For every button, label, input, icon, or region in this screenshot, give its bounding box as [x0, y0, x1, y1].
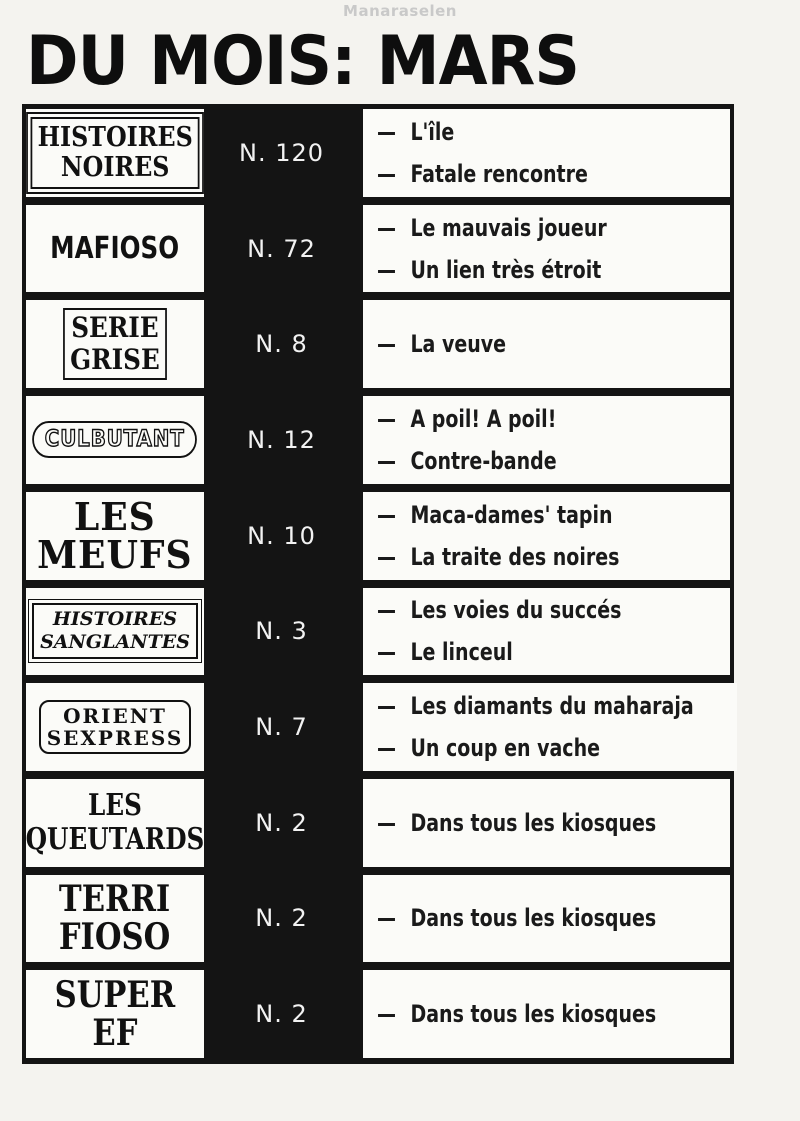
- story-list: [363, 970, 730, 1058]
- dash: —: [377, 404, 397, 433]
- dash: —: [377, 734, 397, 763]
- story-title-line: [377, 501, 688, 529]
- dash: —: [377, 638, 397, 667]
- story-list: [363, 683, 737, 771]
- issue-number: N. 7: [204, 683, 359, 771]
- table-row: [26, 396, 730, 484]
- story-title: La veuve: [410, 330, 507, 359]
- logo-mafioso: [50, 231, 179, 266]
- dash: —: [377, 596, 397, 625]
- story-title: A poil! A poil!: [410, 404, 557, 433]
- logo-histoires-noires: [30, 117, 199, 189]
- story-list: [363, 492, 730, 580]
- issue-number: N. 72: [204, 205, 359, 293]
- issue-number: N. 2: [204, 970, 359, 1058]
- issue-number: N. 2: [204, 779, 359, 867]
- logo-line: LES: [74, 493, 156, 539]
- dash: —: [377, 500, 397, 529]
- dash: —: [377, 159, 397, 188]
- story-title-line: [377, 256, 688, 284]
- magazine-logo: [26, 588, 204, 676]
- story-title: L'île: [410, 117, 455, 146]
- story-title-line: [377, 596, 688, 624]
- story-title-line: [377, 405, 688, 433]
- magazine-logo: [26, 300, 204, 388]
- story-list: [363, 588, 730, 676]
- issue-number: N. 120: [204, 109, 359, 197]
- logo-line: LES: [88, 787, 142, 823]
- story-list: [363, 779, 730, 867]
- page-title: DU MOIS: MARS: [26, 22, 579, 101]
- story-title-line: [377, 330, 688, 358]
- story-title: Un lien très étroit: [410, 255, 602, 284]
- logo-serie-grise: [63, 308, 167, 380]
- story-title-line: [377, 734, 694, 762]
- dash: —: [377, 213, 397, 242]
- story-title-line: [377, 638, 688, 666]
- story-title: Dans tous les kiosques: [410, 808, 657, 837]
- story-title: Fatale rencontre: [410, 159, 588, 188]
- logo-line: ORIENT: [63, 704, 167, 729]
- logo-line: HISTOIRES: [37, 121, 193, 153]
- table-row: [26, 779, 730, 867]
- dash: —: [377, 1000, 397, 1029]
- magazine-logo: [26, 779, 204, 867]
- logo-line: NOIRES: [60, 151, 170, 183]
- dash: —: [377, 117, 397, 146]
- logo-line: SANGLANTES: [40, 631, 190, 654]
- logo-line: QUEUTARDS: [25, 821, 205, 857]
- logo-line: CULBUTANT: [45, 427, 185, 453]
- logo-line: FIOSO: [59, 916, 171, 959]
- story-title: Le mauvais joueur: [410, 213, 607, 242]
- table-row: [26, 683, 730, 771]
- magazine-logo: [26, 970, 204, 1058]
- dash: —: [377, 692, 397, 721]
- logo-line: SUPER: [54, 974, 176, 1017]
- logo-line: MAFIOSO: [50, 231, 180, 267]
- table-row: [26, 109, 730, 197]
- logo-line: GRISE: [70, 343, 160, 377]
- story-title: Dans tous les kiosques: [410, 1000, 657, 1029]
- logo-line: MEUFS: [37, 531, 193, 577]
- story-title-line: [377, 692, 694, 720]
- issue-number: N. 8: [204, 300, 359, 388]
- table-row: [26, 205, 730, 293]
- issue-number: N. 12: [204, 396, 359, 484]
- logo-line: SEXPRESS: [46, 726, 184, 751]
- table-row: [26, 300, 730, 388]
- story-title: Le linceul: [410, 638, 513, 667]
- story-title-line: [377, 1000, 688, 1028]
- story-title: Contre-bande: [410, 446, 557, 475]
- logo-histoires-sanglantes: [32, 603, 198, 659]
- dash: —: [377, 808, 397, 837]
- story-list: [363, 875, 730, 963]
- issue-number: N. 2: [204, 875, 359, 963]
- table-row: [26, 492, 730, 580]
- logo-line: TERRI: [59, 878, 171, 921]
- magazine-listing-table: [22, 104, 734, 1064]
- logo-orient-sexpress: [39, 700, 192, 754]
- logo-line: HISTOIRES: [52, 608, 178, 631]
- story-title: Maca-dames' tapin: [410, 500, 613, 529]
- watermark: Manaraselen: [343, 2, 457, 20]
- story-title: Dans tous les kiosques: [410, 904, 657, 933]
- story-title-line: [377, 543, 688, 571]
- story-title-line: [377, 118, 688, 146]
- issue-number: N. 3: [204, 588, 359, 676]
- logo-les-meufs: [37, 493, 193, 577]
- magazine-logo: [26, 875, 204, 963]
- story-title-line: [377, 447, 688, 475]
- magazine-logo: [26, 205, 204, 293]
- table-row: [26, 875, 730, 963]
- magazine-logo: [26, 396, 204, 484]
- dash: —: [377, 330, 397, 359]
- logo-culbutant: [32, 421, 197, 458]
- dash: —: [377, 542, 397, 571]
- logo-super-ef: [54, 974, 176, 1055]
- story-title: Un coup en vache: [410, 734, 600, 763]
- dash: —: [377, 904, 397, 933]
- magazine-logo: [26, 492, 204, 580]
- table-row: [26, 588, 730, 676]
- story-list: [363, 396, 730, 484]
- magazine-logo: [26, 683, 204, 771]
- issue-number: N. 10: [204, 492, 359, 580]
- dash: —: [377, 255, 397, 284]
- story-list: [363, 205, 730, 293]
- story-list: [363, 109, 730, 197]
- logo-line: EF: [92, 1012, 138, 1055]
- story-title: La traite des noires: [410, 542, 620, 571]
- story-title-line: [377, 214, 688, 242]
- story-title-line: [377, 809, 688, 837]
- table-row: [26, 970, 730, 1058]
- story-title: Les diamants du maharaja: [410, 692, 694, 721]
- dash: —: [377, 446, 397, 475]
- magazine-logo: [26, 109, 204, 197]
- logo-les-queutards: [26, 789, 205, 857]
- logo-terri-fioso: [59, 878, 171, 959]
- story-title-line: [377, 904, 688, 932]
- story-list: [363, 300, 730, 388]
- logo-line: SERIE: [71, 311, 159, 345]
- story-title: Les voies du succés: [410, 596, 622, 625]
- story-title-line: [377, 160, 688, 188]
